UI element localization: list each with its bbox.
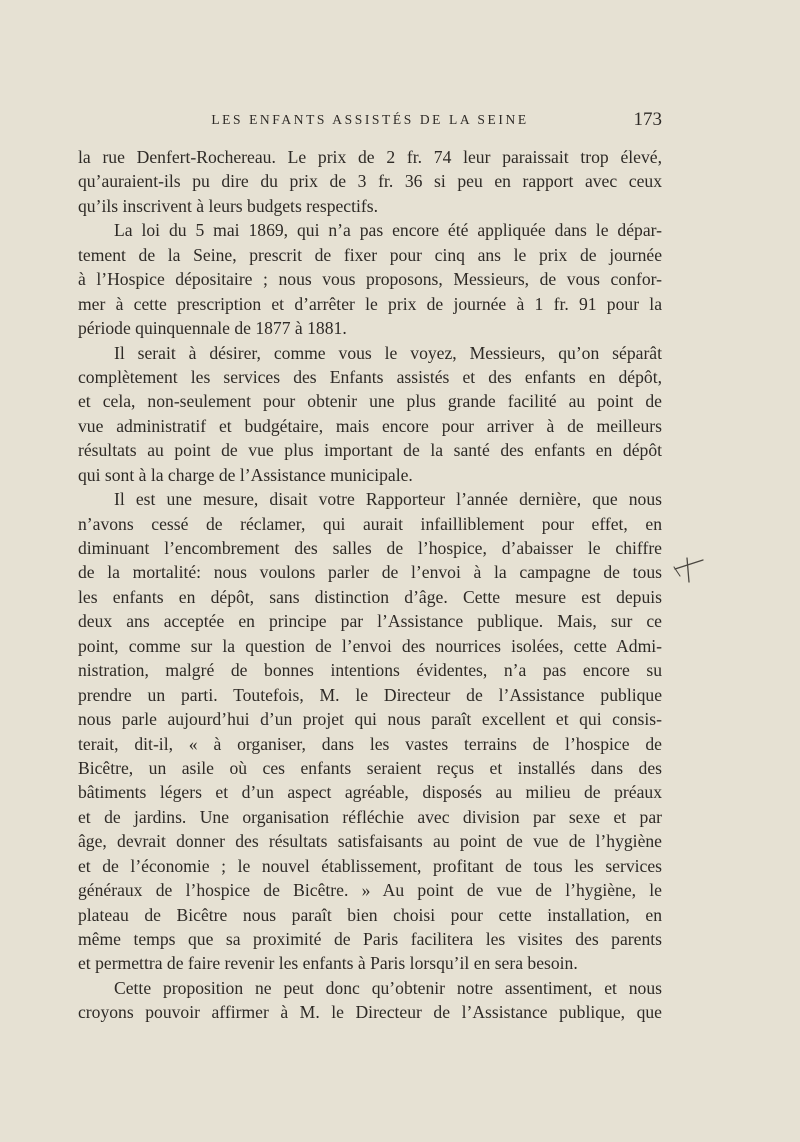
text-line: nous parle aujourd’hui d’un projet qui nous paraît excellent et qui consis- [78, 709, 662, 730]
text-line: Il serait à désirer, comme vous le voyez, Messieurs, qu’on séparât [114, 342, 662, 363]
text-line: de la mortalité: nous voulons parler de l’envoi à la campagne de tous [78, 562, 662, 583]
text-line: bâtiments légers et d’un aspect agréable, disposés au milieu de préaux [78, 782, 662, 803]
text-line: Cette proposition ne peut donc qu’obtenir notre assentiment, et nous [114, 977, 662, 998]
text-line: vue administratif et budgétaire, mais encore pour arriver à de meilleurs [78, 415, 662, 436]
body-text [78, 145, 662, 1025]
page-number: 173 [633, 109, 662, 130]
text-line: mer à cette prescription et d’arrêter le prix de journée à 1 fr. 91 pour la [78, 293, 662, 314]
text-line: point, comme sur la question de l’envoi des nourrices isolées, cette Admi- [78, 635, 662, 656]
text-line: et de jardins. Une organisation réfléchie avec division par sexe et par [78, 806, 662, 827]
text-line: qui sont à la charge de l’Assistance municipale. [78, 464, 413, 485]
page-header [78, 109, 662, 133]
handwritten-cross-mark-icon [672, 552, 706, 586]
text-line: même temps que sa proximité de Paris facilitera les visites des parents [78, 929, 662, 949]
text-line: période quinquennale de 1877 à 1881. [78, 318, 347, 339]
text-line: n’avons cessé de réclamer, qui aurait infailliblement pour effet, en [78, 513, 662, 534]
text-line: généraux de l’hospice de Bicêtre. » Au point de vue de l’hygiène, le [78, 880, 662, 901]
text-line: prendre un parti. Toutefois, M. le Directeur de l’Assistance publique [78, 684, 662, 705]
text-line: La loi du 5 mai 1869, qui n’a pas encore été appliquée dans le dépar- [114, 220, 662, 241]
text-line: croyons pouvoir affirmer à M. le Directeur de l’Assistance publique, que [78, 1002, 662, 1023]
text-line: et cela, non-seulement pour obtenir une plus grande facilité au point de [78, 391, 662, 412]
text-line: âge, devrait donner des résultats satisfaisants au point de vue de l’hygiène [78, 831, 662, 852]
text-line: nistration, malgré de bonnes intentions évidentes, n’a pas encore su [78, 660, 662, 681]
text-line: tement de la Seine, prescrit de fixer pour cinq ans le prix de journée [78, 244, 662, 265]
text-line: et de l’économie ; le nouvel établissement, profitant de tous les services [78, 855, 662, 876]
text-line: complètement les services des Enfants assistés et des enfants en dépôt, [78, 366, 662, 387]
text-line: résultats au point de vue plus important de la santé des enfants en dépôt [78, 440, 662, 461]
text-line: Bicêtre, un asile où ces enfants seraient reçus et installés dans des [78, 757, 662, 778]
text-line: deux ans acceptée en principe par l’Assistance publique. Mais, sur ce [78, 611, 662, 632]
text-line: Il est une mesure, disait votre Rapporteur l’année dernière, que nous [114, 489, 662, 510]
text-line: la rue Denfert-Rochereau. Le prix de 2 fr. 74 leur paraissait trop élevé, [78, 147, 662, 167]
running-title: LES ENFANTS ASSISTÉS DE LA SEINE [211, 112, 529, 127]
text-line: qu’ils inscrivent à leurs budgets respectifs. [78, 195, 378, 216]
text-line: terait, dit-il, « à organiser, dans les vastes terrains de l’hospice de [78, 733, 662, 754]
text-line: diminuant l’encombrement des salles de l’hospice, d’abaisser le chiffre [78, 538, 662, 558]
text-line: qu’auraient-ils pu dire du prix de 3 fr. 36 si peu en rapport avec ceux [78, 171, 662, 192]
text-line: les enfants en dépôt, sans distinction d’âge. Cette mesure est depuis [78, 586, 662, 607]
text-line: et permettra de faire revenir les enfants à Paris lorsqu’il en sera besoin. [78, 953, 578, 974]
text-line: plateau de Bicêtre nous paraît bien choisi pour cette installation, en [78, 904, 662, 925]
text-line: à l’Hospice dépositaire ; nous vous proposons, Messieurs, de vous confor- [78, 269, 662, 290]
